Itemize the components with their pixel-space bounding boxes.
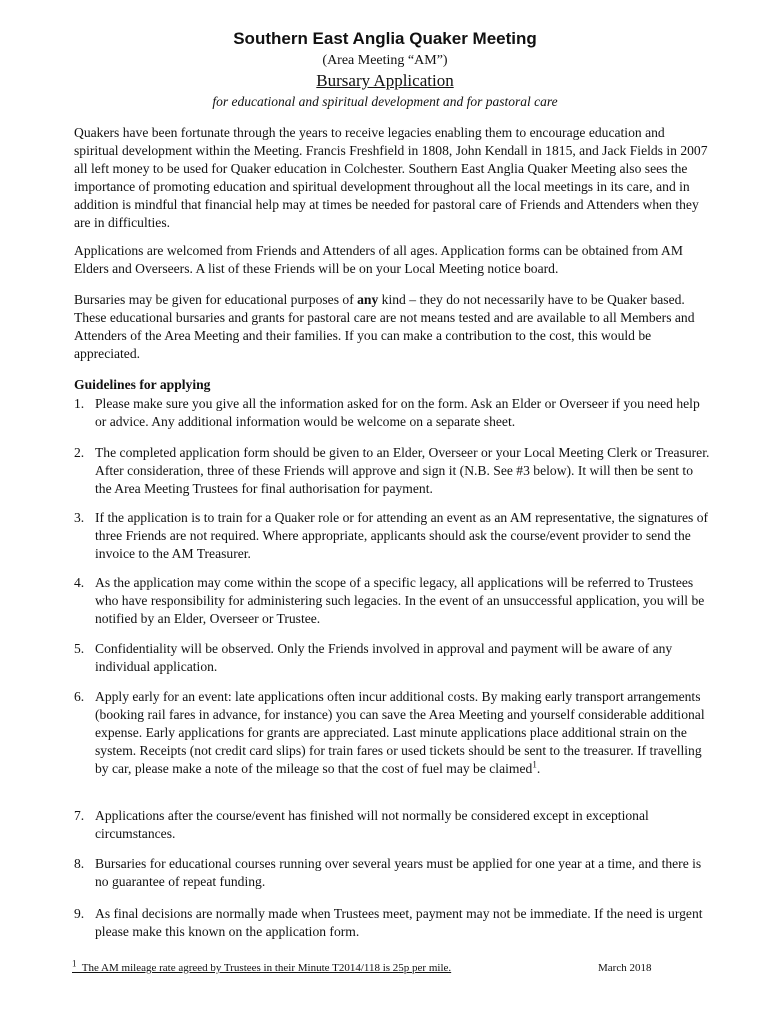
guideline-text: If the application is to train for a Quaker role or for attending an event as an AM representative, the signatures of three Friends are not required. Where appropriate, applicants should ask the course/event provider to send the invoice to the AM Treasurer. (95, 510, 709, 561)
guideline-item (74, 444, 710, 498)
guideline-item (74, 395, 710, 431)
guideline-number: 5. (74, 641, 85, 656)
guideline-text: Please make sure you give all the information asked for on the form. Ask an Elder or Overseer if you need help or advice. Any additional information would be welcome on a separate sheet. (95, 396, 700, 429)
intro-p3-bold: any (357, 292, 379, 307)
guideline-text: Bursaries for educational courses running over several years must be applied for one year at a time, and there is no guarantee of repeat funding. (95, 856, 702, 889)
guideline-text: Apply early for an event: late applications often incur additional costs. By making early transport arrangements (booking rail fares in advance, for instance) you can save the Area Meeting and yourself considerable additional expense. Early applications for grants are appreciated. Last minute applications place additional strain on the system. Receipts (not credit card slips) for train fares or used tickets should be sent to the treasurer. If travelling by car, please make a note of the mileage so that the cost of fuel may be claimed (95, 689, 705, 776)
guideline-number: 6. (74, 689, 85, 704)
footnote-mark: 1 (72, 958, 77, 969)
guideline-number: 3. (74, 510, 85, 525)
intro-p3-after: kind – they do not necessarily have to be Quaker based. These educational bursaries and grants for pastoral care are not means tested and are available to all Members and Attenders of the Area Meeting and their families. If you can make a contribution to the cost, this would be appreciated. (74, 292, 695, 361)
guideline-text-wrapper (95, 688, 710, 778)
footnote-text: The AM mileage rate agreed by Trustees in their Minute T2014/118 is 25p per mile. (76, 962, 452, 974)
guideline-text: Confidentiality will be observed. Only the Friends involved in approval and payment will be aware of any individual application. (95, 641, 673, 674)
footnote (72, 958, 452, 974)
intro-paragraph-1: Quakers have been fortunate through the years to receive legacies enabling them to encourage education and spiritual development within the Meeting. Francis Freshfield in 1808, John Kendall in 1815, and Jack Fields in 2007 all left money to be used for Quaker education in Colchester. Southern East Anglia Quaker Meeting also sees the importance of promoting education and spiritual development throughout all the local meetings in its care, and in addition is mindful that financial help may at times be needed for pastoral care of Friends and Attenders when they are in difficulties. (74, 125, 708, 230)
document-date: March 2018 (598, 962, 652, 974)
guideline-number: 1. (74, 396, 85, 411)
guideline-item (74, 640, 710, 676)
document-tagline: for educational and spiritual development and for pastoral care (212, 94, 558, 109)
guideline-number: 2. (74, 445, 85, 460)
guidelines-heading: Guidelines for applying (74, 377, 211, 392)
guideline-item (74, 688, 710, 778)
organization-name: Southern East Anglia Quaker Meeting (233, 29, 537, 48)
guideline-text: Applications after the course/event has finished will not normally be considered except in exceptional circumstances. (95, 808, 649, 841)
guideline-item (74, 574, 710, 628)
guideline-number: 8. (74, 856, 85, 871)
document-title: Bursary Application (316, 71, 454, 90)
document-subtitle: (Area Meeting “AM”) (322, 53, 448, 68)
guideline-number: 7. (74, 808, 85, 823)
footnote-reference: 1 (532, 759, 537, 770)
guideline-number: 4. (74, 575, 85, 590)
guideline-number: 9. (74, 906, 85, 921)
guideline-item (74, 509, 710, 563)
guideline-item (74, 855, 710, 891)
intro-p3-before: Bursaries may be given for educational purposes of (74, 292, 358, 307)
guideline-item (74, 905, 710, 941)
guideline-text: As final decisions are normally made when Trustees meet, payment may not be immediate. If the need is urgent please make this known on the application form. (95, 906, 703, 939)
guideline-text: As the application may come within the scope of a specific legacy, all applications will be referred to Trustees who have responsibility for administering such legacies. In the event of an unsuccessful application, you will be notified by an Elder, Overseer or Trustee. (95, 575, 705, 626)
guideline-item (74, 807, 710, 843)
guideline-text: The completed application form should be given to an Elder, Overseer or your Local Meeting Clerk or Treasurer. After consideration, three of these Friends will approve and sign it (N.B. See #3 below). It will then be sent to the Area Meeting Trustees for final authorisation for payment. (95, 445, 710, 496)
intro-paragraph-3 (74, 291, 710, 363)
intro-paragraph-2: Applications are welcomed from Friends and Attenders of all ages. Application forms can be obtained from AM Elders and Overseers. A list of these Friends will be on your Local Meeting notice board. (74, 243, 683, 276)
guideline-text-end: . (536, 761, 541, 776)
